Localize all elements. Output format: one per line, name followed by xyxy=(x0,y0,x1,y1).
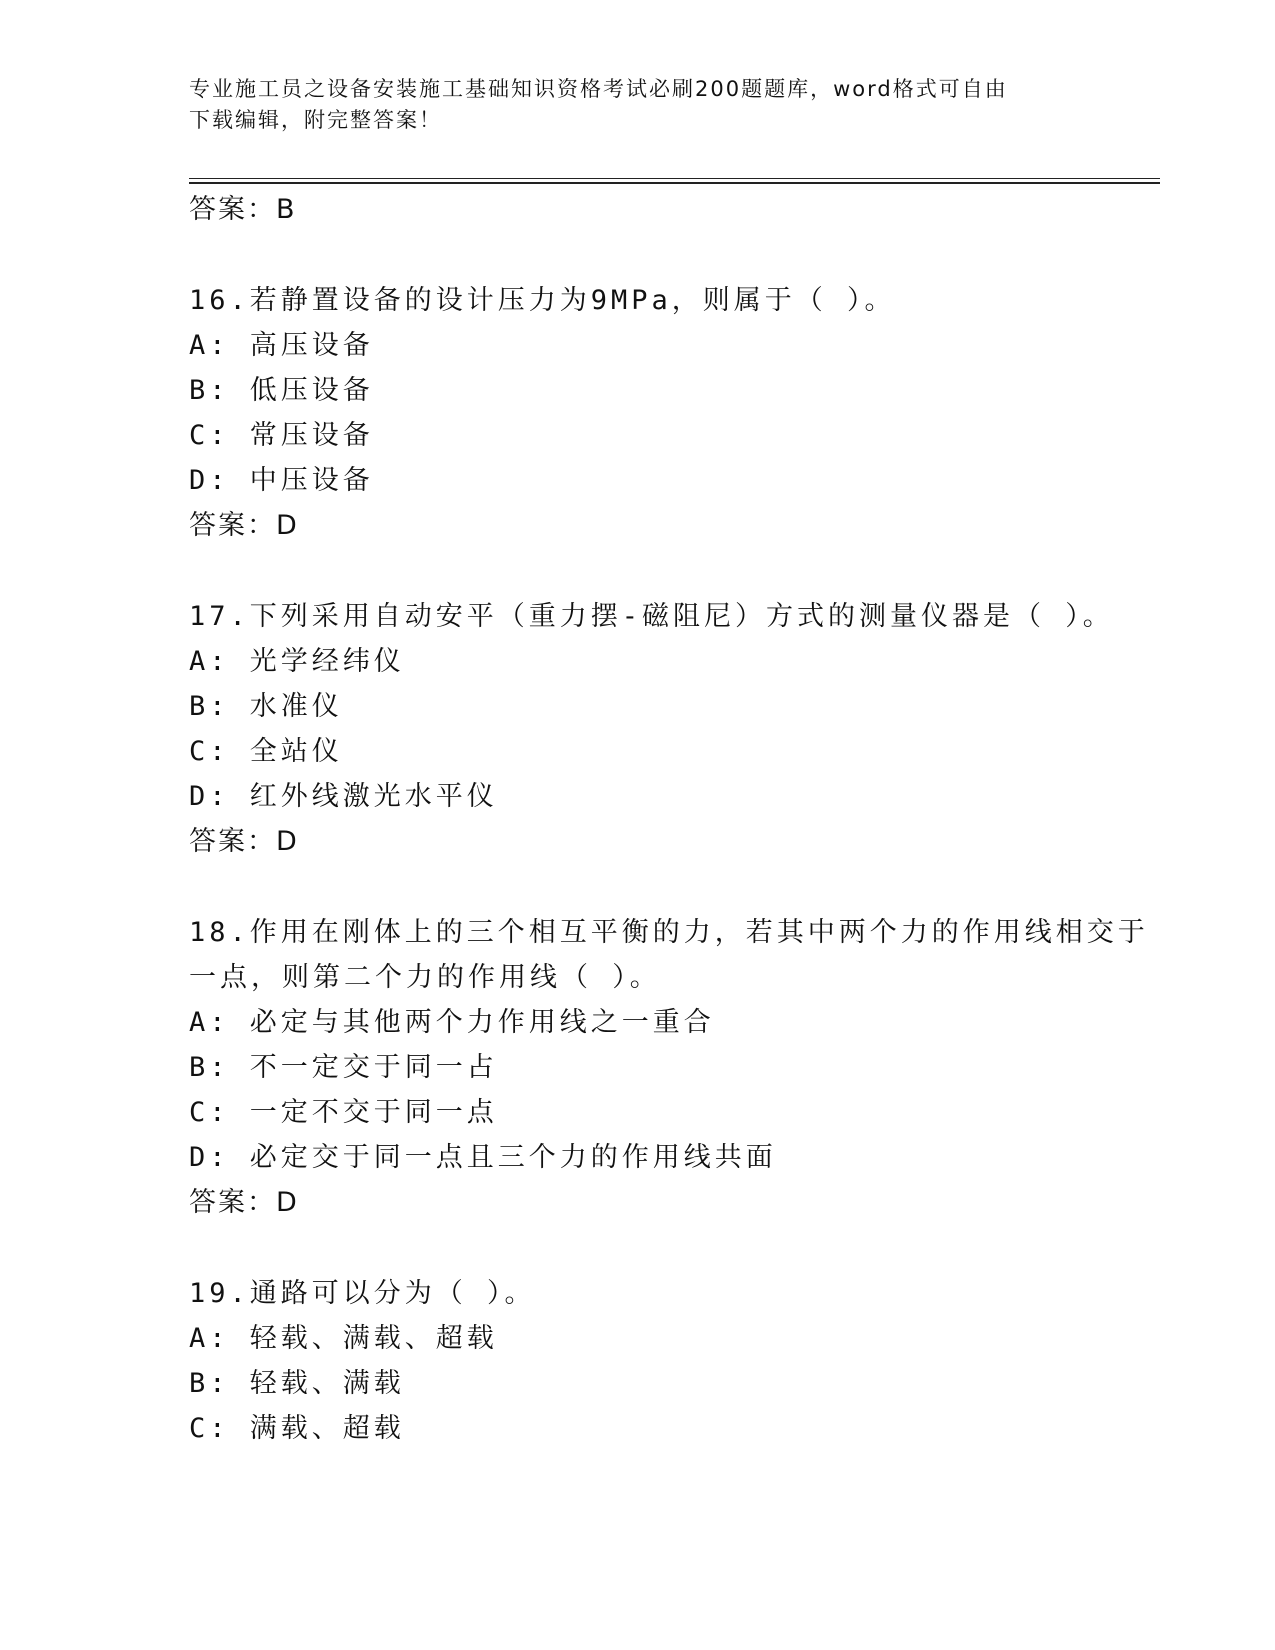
question-18-option-a: A: 必定与其他两个力作用线之一重合 xyxy=(189,1007,715,1038)
question-17-option-d: D: 红外线激光水平仪 xyxy=(189,781,498,812)
question-16-option-c: C: 常压设备 xyxy=(189,420,374,451)
question-17-option-c: C: 全站仪 xyxy=(189,736,343,767)
question-17-stem: 17.下列采用自动安平（重力摆-磁阻尼）方式的测量仪器是（ ）。 xyxy=(189,601,1114,632)
question-17-answer: 答案：D xyxy=(189,826,299,857)
question-16-option-d: D: 中压设备 xyxy=(189,465,374,496)
question-18-stem-line-1: 18.作用在刚体上的三个相互平衡的力，若其中两个力的作用线相交于 xyxy=(189,917,1149,948)
question-16-stem: 16.若静置设备的设计压力为9MPa，则属于（ ）。 xyxy=(189,285,896,316)
question-17-option-b: B: 水准仪 xyxy=(189,691,343,722)
question-18-option-c: C: 一定不交于同一点 xyxy=(189,1097,498,1128)
header-divider-thick xyxy=(189,182,1160,184)
document-header xyxy=(189,74,1089,136)
question-19-option-a: A: 轻载、满载、超载 xyxy=(189,1323,498,1354)
question-18-answer: 答案：D xyxy=(189,1187,299,1218)
header-line-2: 下载编辑，附完整答案！ xyxy=(189,108,442,132)
question-19-option-c: C: 满载、超载 xyxy=(189,1413,405,1444)
header-line-1: 专业施工员之设备安装施工基础知识资格考试必刷200题题库，word格式可自由 xyxy=(189,77,1008,101)
question-18-option-d: D: 必定交于同一点且三个力的作用线共面 xyxy=(189,1142,777,1173)
question-19-stem: 19.通路可以分为（ ）。 xyxy=(189,1278,536,1309)
question-17-option-a: A: 光学经纬仪 xyxy=(189,646,405,677)
question-16-option-a: A: 高压设备 xyxy=(189,330,374,361)
question-16-answer: 答案：D xyxy=(189,510,299,541)
header-divider-thin xyxy=(189,178,1160,179)
question-16-option-b: B: 低压设备 xyxy=(189,375,374,406)
question-19-option-b: B: 轻载、满载 xyxy=(189,1368,405,1399)
question-18-option-b: B: 不一定交于同一占 xyxy=(189,1052,498,1083)
question-18-stem-line-2: 一点，则第二个力的作用线（ ）。 xyxy=(189,962,661,993)
previous-answer: 答案：B xyxy=(189,194,297,225)
